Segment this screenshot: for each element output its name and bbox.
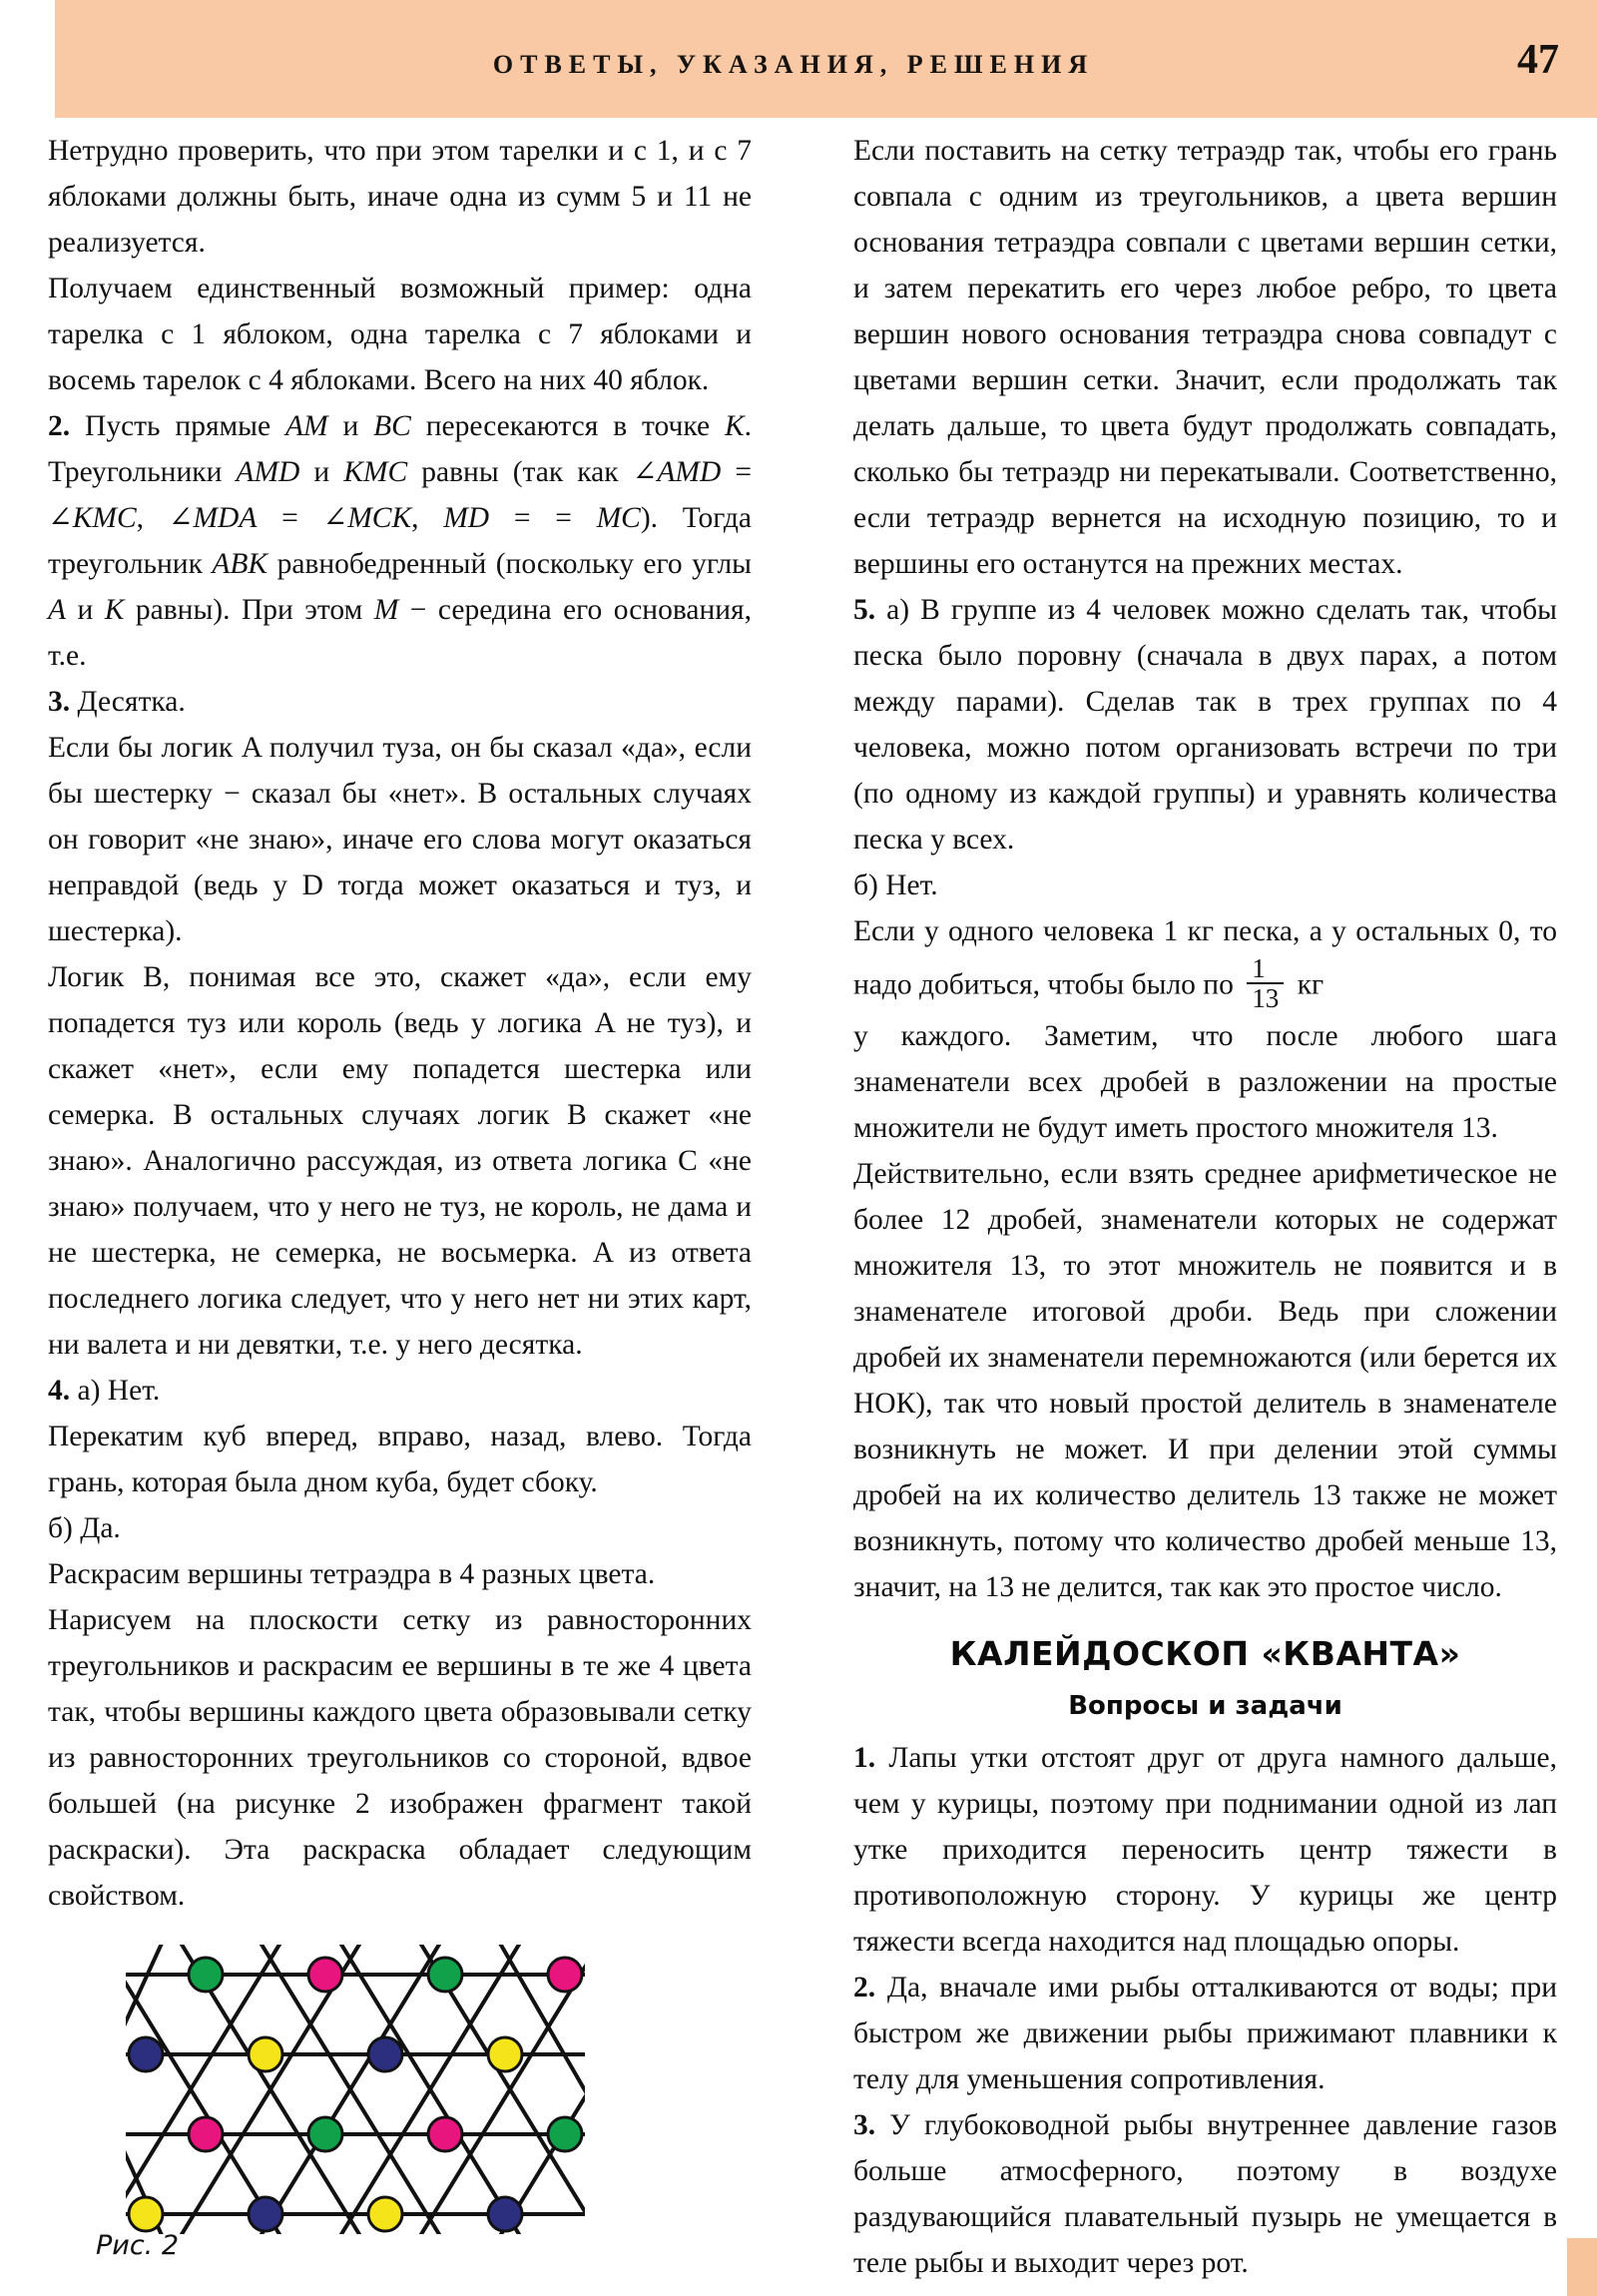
- math-label: MDA: [193, 502, 258, 534]
- item-text: Лапы утки отстоят друг от друга намного дальше, чем у курицы, поэтому при поднимании одной из лап утке приходится переносить центр тяжести в противоположную сторону. У курицы же центр тяжести всегда находится над площадью опоры.: [853, 1741, 1557, 1958]
- paragraph: [48, 725, 752, 954]
- math-label: KMC: [343, 456, 408, 488]
- paragraph: Действительно, если взять среднее арифметическое не более 12 дробей, знаменатели которых не содержат множителя 13, то этот множитель не появится и в знаменателе итоговой дроби. Ведь при сложении дробей их знаменатели перемножаются (или берется их НОК), так что новый простой делитель в знаменателе возникнуть не может. И при делении этой суммы дробей на их количество делитель 13 также не может возникнуть, потому что количество дробей меньше 13, значит, на 13 не делится, так как это простое число.: [853, 1157, 1557, 1603]
- vertex-magenta: [308, 1958, 342, 1992]
- math-label: K: [724, 410, 745, 442]
- fraction-denominator: 13: [1247, 982, 1284, 1012]
- answer-item-5: [853, 587, 1557, 862]
- fraction-paragraph: [853, 908, 1557, 1013]
- vertex-navy: [129, 2037, 163, 2071]
- vertex-magenta: [428, 2117, 462, 2151]
- item-text: и: [327, 410, 374, 442]
- answer-item-2: [48, 403, 752, 679]
- item-text: пересекаются в точке: [410, 410, 725, 442]
- vertex-navy: [488, 2197, 522, 2231]
- page-number: 47: [1517, 37, 1559, 83]
- right-column: [853, 128, 1557, 2286]
- math-label: AMD: [657, 456, 722, 488]
- math-label: K: [104, 594, 125, 626]
- item-text: равнобедренный (поскольку его углы: [267, 548, 752, 580]
- item-number: 5.: [853, 594, 876, 626]
- math-label: AM: [284, 410, 328, 442]
- paragraph: у каждого. Заметим, что после любого шага знаменатели всех дробей в разложении на простые множители не будут иметь простого множителя 13.: [853, 1019, 1557, 1144]
- item-text: . Треугольники: [48, 410, 752, 488]
- vertex-yellow: [368, 2197, 402, 2231]
- paragraph-text: Логик B, понимая все это, скажет «да», если ему попадется туз или король (ведь у логика A не туз), и скажет «нет», если ему попадется шестерка или семерка. В остальных случаях логик B скажет «не знаю». Аналогично рассуждая, из ответа логика C «не знаю» получаем, что у него не туз, не король, не дама и не шестерка, не семерка, не восьмерка. А из ответа последнего логика следует, что у него нет ни этих карт, ни валета и ни девятки, т.е. у него десятка.: [48, 961, 752, 1361]
- paragraph: [48, 954, 752, 1368]
- vertex-yellow: [129, 2197, 163, 2231]
- item-text: Десятка.: [77, 686, 186, 718]
- math-label: AMD: [236, 456, 300, 488]
- paragraph: Если поставить на сетку тетраэдр так, чтобы его грань совпала с одним из треугольников, а цвета вершин основания тетраэдра совпали с цветами вершин сетки, и затем перекатить его через любое ребро, то цвета вершин нового основания тетраэдра снова совпадут с цветами вершин сетки. Значит, если продолжать так делать дальше, то цвета будут продолжать совпадать, сколько бы тетраэдр ни перекатывали. Соответственно, если тетраэдр вернется на исходную позицию, то и вершины его останутся на прежних местах.: [853, 135, 1557, 580]
- math-label: MCK: [347, 502, 412, 534]
- item-text: ,: [411, 502, 444, 534]
- item-text: равны). При этом: [124, 594, 374, 626]
- item-text: = ∠: [48, 456, 752, 534]
- item-text: У глубоководной рыбы внутреннее давление газов больше атмосферного, поэтому в воздухе раздувающийся плавательный пузырь не умещается в теле рыбы и выходит через рот.: [853, 2108, 1557, 2279]
- fraction-before-text: Если у одного человека 1 кг песка, а у остальных 0, то надо добиться, чтобы было по: [853, 915, 1557, 1001]
- kaleidoscope-title: КАЛЕЙДОСКОП «КВАНТА»: [949, 1633, 1461, 1673]
- vertex-navy: [368, 2037, 402, 2071]
- item-text: Да, вначале ими рыбы отталкиваются от воды; при быстром же движении рыбы прижимают плавники к телу для уменьшения сопротивления.: [853, 1971, 1557, 2095]
- kaleidoscope-item-2: [853, 1965, 1557, 2102]
- item-text: а) Нет.: [77, 1375, 161, 1407]
- kaleidoscope-subtitle: Вопросы и задачи: [1068, 1690, 1342, 1721]
- kaleidoscope-item-1: [853, 1735, 1557, 1965]
- item-text: и: [66, 594, 105, 626]
- paragraph: Раскрасим вершины тетраэдра в 4 разных цвета.: [48, 1558, 656, 1590]
- math-label: MC: [596, 502, 641, 534]
- page-header-band: [55, 0, 1597, 118]
- item-number: 2.: [853, 1971, 876, 2004]
- item-number: 1.: [853, 1741, 876, 1774]
- answer-item-4: [48, 1368, 752, 1414]
- vertex-magenta: [189, 2117, 223, 2151]
- paragraph: Нарисуем на плоскости сетку из равносторонних треугольников и раскрасим ее вершины в те же 4 цвета так, чтобы вершины каждого цвета образовывали сетку из равносторонних треугольников со стороной, вдвое большей (на рисунке 2 изображен фрагмент такой раскраски). Эта раскраска обладает следующим свойством.: [48, 1604, 752, 1912]
- paragraph-text: Если бы логик A получил туза, он бы сказал «да», если бы шестерку − сказал бы «нет». В остальных случаях он говорит «не знаю», иначе его слова могут оказаться неправдой (ведь у D тогда может оказаться и туз, и шестерка).: [48, 732, 752, 947]
- corner-marker: [1567, 2238, 1597, 2296]
- body-columns: [0, 128, 1597, 2294]
- item-number: 3.: [853, 2108, 876, 2141]
- vertex-green: [428, 1958, 462, 1992]
- item-text: ). Тогда треугольник: [48, 502, 753, 580]
- math-label: M: [373, 594, 399, 626]
- paragraph: Перекатим куб вперед, вправо, назад, влево. Тогда грань, которая была дном куба, будет сбоку.: [48, 1421, 752, 1498]
- item-text: и: [299, 456, 344, 488]
- item-number: 3.: [48, 686, 71, 718]
- item-text: = ∠: [257, 502, 348, 534]
- paragraph: б) Да.: [48, 1512, 121, 1544]
- kaleidoscope-item-3: [853, 2102, 1557, 2286]
- page-title: ОТВЕТЫ, УКАЗАНИЯ, РЕШЕНИЯ: [492, 50, 1095, 79]
- math-label: ABK: [212, 548, 268, 580]
- item-text: , ∠: [136, 502, 194, 534]
- item-number: 4.: [48, 1375, 71, 1407]
- fraction-one-thirteenth: [1247, 954, 1284, 1013]
- paragraph: Нетрудно проверить, что при этом тарелки и с 1, и с 7 яблоками должны быть, иначе одна из сумм 5 и 11 не реализуется.: [48, 135, 752, 259]
- vertex-green: [548, 2117, 582, 2151]
- paragraph: Получаем единственный возможный пример: одна тарелка с 1 яблоком, одна тарелка с 7 яблоками и восемь тарелок с 4 яблоками. Всего на них 40 яблок.: [48, 273, 752, 396]
- figure-2: [48, 1945, 752, 2274]
- fraction-after-text: кг: [1290, 968, 1325, 1001]
- item-text: равны (так как ∠: [407, 456, 658, 488]
- figure-caption: Рис. 2: [96, 2230, 180, 2261]
- vertex-yellow: [249, 2037, 282, 2071]
- math-label: KMC: [72, 502, 137, 534]
- left-column: [48, 128, 752, 2274]
- paragraph: б) Нет.: [853, 869, 938, 901]
- item-text: = =: [489, 502, 597, 534]
- triangular-lattice-figure: [126, 1945, 585, 2234]
- math-label: MD: [443, 502, 490, 534]
- item-text: а) В группе из 4 человек можно сделать так, чтобы песка было поровну (сначала в двух парах, а потом между парами). Сделав так в трех группах по 4 человека, можно потом организовать встречи по три (по одному из каждой группы) и уравнять количества песка у всех.: [853, 594, 1557, 856]
- vertex-green: [189, 1958, 223, 1992]
- fraction-numerator: 1: [1252, 953, 1266, 983]
- item-number: 2.: [48, 410, 71, 442]
- vertex-yellow: [488, 2037, 522, 2071]
- vertex-green: [308, 2117, 342, 2151]
- item-text: Пусть прямые: [70, 410, 285, 442]
- item-text: − середина его основания, т.е.: [48, 594, 752, 672]
- answer-item-3: [48, 679, 752, 725]
- math-label: A: [48, 594, 67, 626]
- math-label: BC: [373, 410, 411, 442]
- vertex-magenta: [548, 1958, 582, 1992]
- vertex-navy: [249, 2197, 282, 2231]
